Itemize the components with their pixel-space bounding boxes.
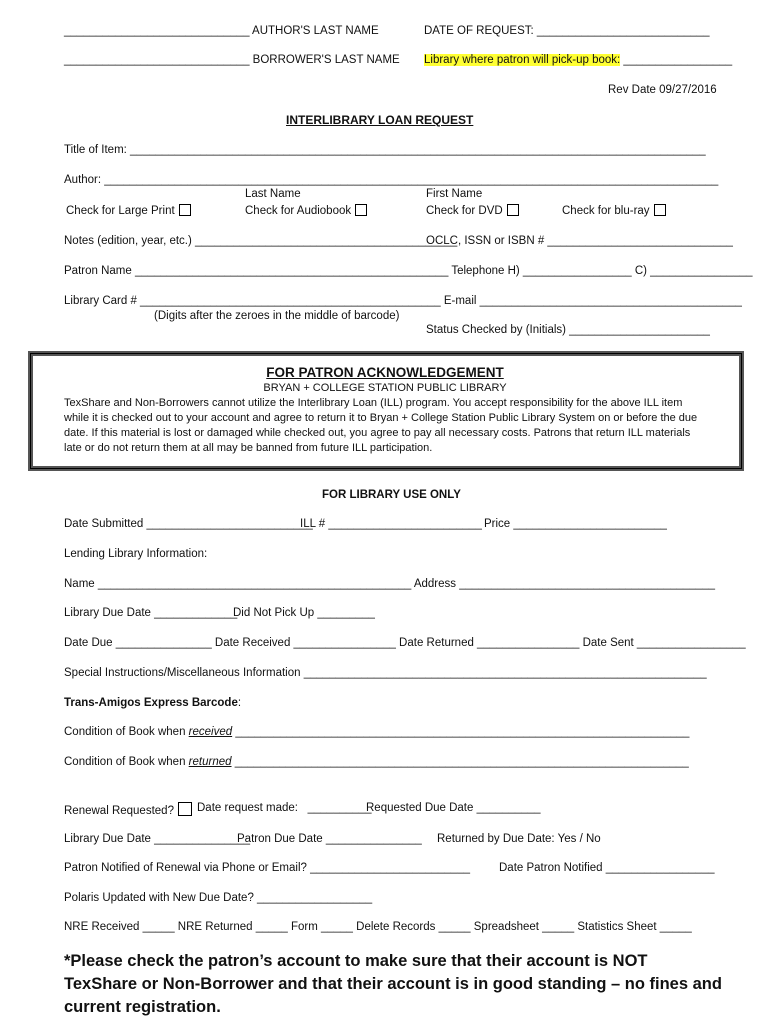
revision-date: Rev Date 09/27/2016	[608, 84, 717, 96]
large-print-check[interactable]	[66, 204, 191, 218]
bluray-label: Check for blu-ray	[562, 205, 650, 217]
date-request-made-label: Date request made:	[197, 802, 299, 814]
library-use-title: FOR LIBRARY USE ONLY	[322, 489, 461, 501]
special-instructions-field[interactable]: Special Instructions/Miscellaneous Information _______________________________________________________________	[64, 667, 707, 679]
condition-blank: _______________________________________________________________________	[231, 756, 689, 768]
audiobook-label: Check for Audiobook	[245, 205, 352, 217]
patron-due-date-field[interactable]: Patron Due Date _______________	[237, 833, 422, 845]
author-last-name-field[interactable]: _____________________________ AUTHOR'S LAST NAME	[64, 25, 379, 37]
trans-amigos-barcode-label	[64, 697, 241, 710]
date-request-made-field[interactable]	[197, 802, 372, 815]
library-card-email-field[interactable]: Library Card # _______________________________________________ E-mail _________________________________________	[64, 295, 742, 307]
returned-by-due-date[interactable]: Returned by Due Date: Yes / No	[437, 833, 601, 845]
received-word: received	[188, 726, 233, 738]
bluray-checkbox[interactable]	[654, 204, 666, 216]
acknowledgement-title: FOR PATRON ACKNOWLEDGEMENT	[266, 365, 504, 380]
library-due-date-renewal-field[interactable]: Library Due Date _______________	[64, 833, 251, 845]
library-name: BRYAN + COLLEGE STATION PUBLIC LIBRARY	[263, 382, 507, 394]
date-request-made-blank: __________	[307, 802, 372, 814]
ill-number-field[interactable]: ILL # ________________________	[300, 518, 482, 530]
renewal-requested-label: Renewal Requested?	[64, 805, 174, 817]
status-checked-field[interactable]: Status Checked by (Initials) ______________________	[426, 324, 710, 336]
dates-row[interactable]: Date Due _______________ Date Received ________________ Date Returned ________________ Date Sent _________________	[64, 637, 746, 649]
condition-received-field[interactable]	[64, 726, 689, 739]
processing-checklist-row[interactable]: NRE Received _____ NRE Returned _____ Form _____ Delete Records _____ Spreadsheet _____ Statistics Sheet _____	[64, 921, 692, 933]
lending-info-label: Lending Library Information:	[64, 548, 208, 560]
bluray-check[interactable]	[562, 204, 666, 218]
pickup-library-field[interactable]	[424, 54, 732, 67]
pickup-library-blank: _________________	[620, 54, 733, 66]
dvd-check[interactable]	[426, 204, 519, 218]
date-patron-notified-field[interactable]: Date Patron Notified _________________	[499, 862, 715, 874]
barcode-digits-note: (Digits after the zeroes in the middle of barcode)	[154, 310, 400, 322]
polaris-updated-field[interactable]: Polaris Updated with New Due Date? __________________	[64, 892, 373, 904]
condition-returned-field[interactable]	[64, 756, 689, 769]
trans-amigos-colon: :	[237, 697, 242, 709]
did-not-pick-up-field[interactable]: Did Not Pick Up _________	[233, 607, 375, 619]
date-of-request-field[interactable]: DATE OF REQUEST: ___________________________	[424, 25, 710, 37]
title-of-item-field[interactable]: Title of Item: __________________________________________________________________________________________	[64, 144, 706, 156]
oclc-field[interactable]: OCLC, ISSN or ISBN # _____________________________	[426, 235, 733, 247]
dvd-checkbox[interactable]	[507, 204, 519, 216]
borrower-last-name-field[interactable]: _____________________________ BORROWER'S LAST NAME	[64, 54, 400, 66]
large-print-label: Check for Large Print	[66, 205, 175, 217]
condition-prefix: Condition of Book when	[64, 726, 186, 738]
returned-word: returned	[188, 756, 232, 768]
requested-due-date-field[interactable]: Requested Due Date __________	[366, 802, 541, 814]
account-check-notice: *Please check the patron’s account to make sure that their account is NOT TexShare or Non-Borrower and that their account is in good standing – no fines and current registration.	[64, 952, 722, 1016]
library-due-date-field[interactable]: Library Due Date _____________	[64, 607, 238, 619]
condition-blank: _______________________________________________________________________	[232, 726, 690, 738]
notes-field[interactable]: Notes (edition, year, etc.) _________________________________________	[64, 235, 458, 247]
audiobook-checkbox[interactable]	[355, 204, 367, 216]
acknowledgement-text: TexShare and Non-Borrowers cannot utilize the Interlibrary Loan (ILL) program. You accept responsibility for the above ILL item while it is checked out to your account and agree to return it to Bryan + College Station Public Library System on or before the due date. If this material is lost or damaged while checked out, you agree to pay all necessary costs. Patrons that return ILL materials late or do not return them at all may be banned from future ILL participation.	[64, 397, 698, 454]
trans-amigos-text: Trans-Amigos Express Barcode	[64, 697, 238, 709]
first-name-label: First Name	[426, 188, 483, 200]
audiobook-check[interactable]	[245, 204, 367, 218]
condition-prefix: Condition of Book when	[64, 756, 186, 768]
renewal-requested-check[interactable]	[64, 802, 192, 818]
patron-notified-field[interactable]: Patron Notified of Renewal via Phone or Email? _________________________	[64, 862, 470, 874]
price-field[interactable]: Price ________________________	[484, 518, 667, 530]
renewal-checkbox[interactable]	[178, 802, 192, 816]
pickup-library-label: Library where patron will pick-up book:	[424, 54, 621, 66]
lender-name-address-field[interactable]: Name _________________________________________________ Address ________________________________________	[64, 578, 716, 590]
dvd-label: Check for DVD	[426, 205, 503, 217]
last-name-label: Last Name	[245, 188, 301, 200]
author-field[interactable]: Author: ________________________________________________________________________________________________	[64, 174, 719, 186]
date-submitted-field[interactable]: Date Submitted __________________________	[64, 518, 313, 530]
large-print-checkbox[interactable]	[179, 204, 191, 216]
form-title: INTERLIBRARY LOAN REQUEST	[286, 113, 474, 127]
patron-name-phone-field[interactable]: Patron Name _________________________________________________ Telephone H) _________________ C) ________________	[64, 265, 753, 277]
